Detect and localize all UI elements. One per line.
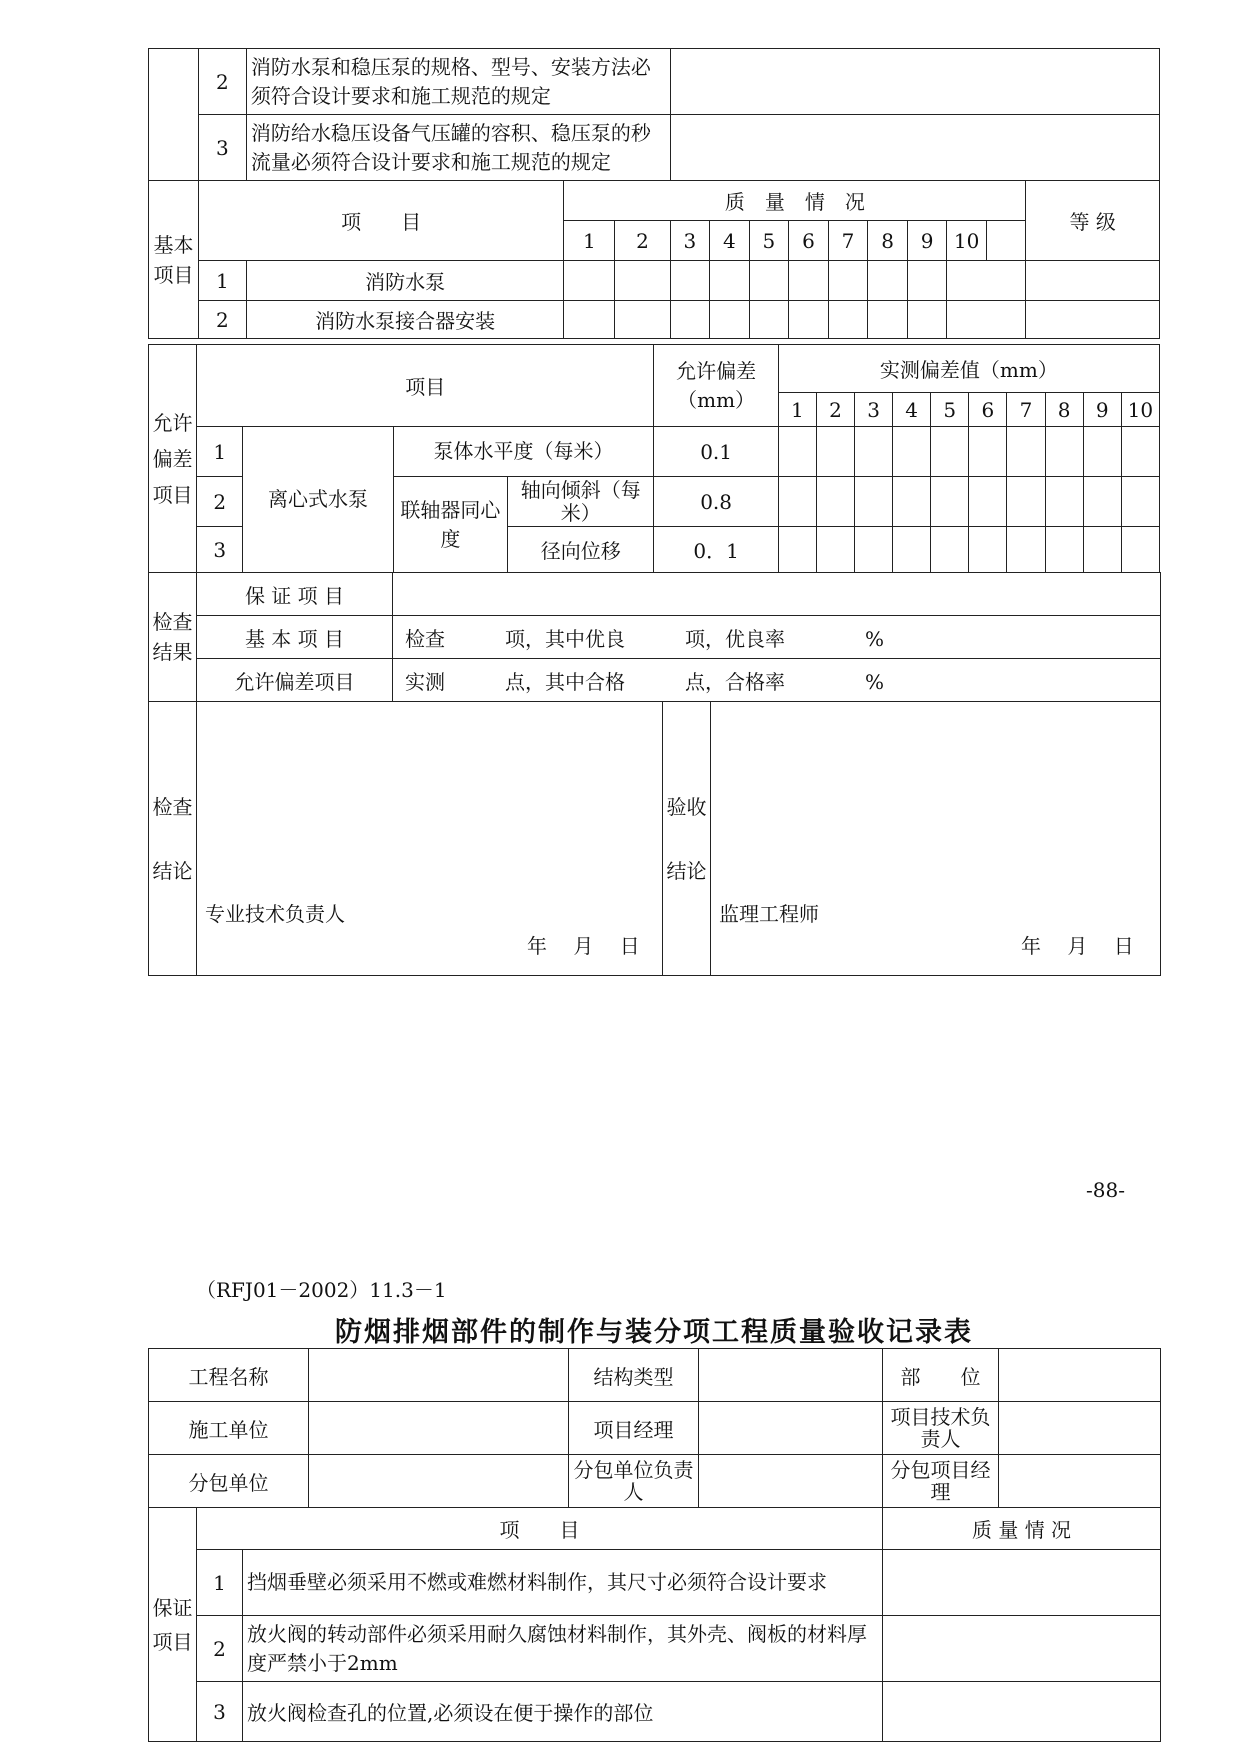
guarantee-quality-header: 质 量 情 况 <box>883 1508 1161 1550</box>
measured-cell[interactable] <box>931 477 969 527</box>
measured-cell[interactable] <box>1007 427 1045 477</box>
check-row-value[interactable] <box>393 573 1161 616</box>
check-row-label: 允许偏差项目 <box>197 659 393 702</box>
tolerance-col-num: 1 <box>778 393 816 427</box>
tolerance-col-num: 6 <box>969 393 1007 427</box>
check-row-label: 基 本 项 目 <box>197 616 393 659</box>
measured-cell[interactable] <box>1007 477 1045 527</box>
basic-grade-cell[interactable] <box>1026 261 1160 301</box>
form-code: （RFJ01－2002）11.3－1 <box>196 1278 447 1302</box>
tolerance-col-num: 3 <box>855 393 893 427</box>
guarantee-item-no: 3 <box>197 1682 243 1742</box>
basic-cell[interactable] <box>615 261 670 301</box>
basic-cell[interactable] <box>615 301 670 339</box>
measured-cell[interactable] <box>1121 477 1159 527</box>
subcontractor-lead-value[interactable] <box>699 1455 883 1508</box>
project-name-value[interactable] <box>309 1349 569 1402</box>
basic-cell[interactable] <box>828 301 868 339</box>
basic-col-num: 5 <box>749 221 789 261</box>
basic-grade-cell[interactable] <box>1026 301 1160 339</box>
measured-cell[interactable] <box>893 527 931 573</box>
tech-lead-value[interactable] <box>999 1402 1161 1455</box>
project-manager-label: 项目经理 <box>569 1402 699 1455</box>
basic-grade-header: 等 级 <box>1026 181 1160 261</box>
measured-cell[interactable] <box>893 477 931 527</box>
location-label: 部 位 <box>883 1349 999 1402</box>
basic-cell[interactable] <box>828 261 868 301</box>
guarantee-item-text: 放火阀的转动部件必须采用耐久腐蚀材料制作，其外壳、阀板的材料厚度严禁小于2mm <box>243 1616 883 1682</box>
basic-cell[interactable] <box>710 301 750 339</box>
subcontractor-lead-label: 分包单位负责人 <box>569 1455 699 1508</box>
supervisor-signer: 监理工程师 <box>719 902 819 926</box>
tolerance-allow-value: 0.1 <box>654 427 778 477</box>
basic-col-num: 4 <box>710 221 750 261</box>
guarantee-item-quality[interactable] <box>883 1616 1161 1682</box>
guarantee-item-no: 2 <box>198 49 246 115</box>
page-number: -88- <box>1086 1178 1125 1202</box>
page-title: 防烟排烟部件的制作与装分项工程质量验收记录表 <box>335 1317 973 1348</box>
check-row-value[interactable]: 检查 项，其中优良 项，优良率 % <box>393 616 1161 659</box>
basic-cell[interactable] <box>670 301 710 339</box>
pump-type-label: 离心式水泵 <box>243 427 393 573</box>
measured-cell[interactable] <box>778 477 816 527</box>
construction-unit-value[interactable] <box>309 1402 569 1455</box>
basic-cell[interactable] <box>868 301 908 339</box>
basic-item-header: 项 目 <box>198 181 563 261</box>
measured-cell[interactable] <box>855 427 893 477</box>
basic-cell[interactable] <box>670 261 710 301</box>
basic-col-num: 10 <box>947 221 987 261</box>
basic-cell[interactable] <box>749 301 789 339</box>
basic-cell[interactable] <box>907 261 947 301</box>
basic-cell[interactable] <box>947 301 1026 339</box>
tech-lead-signer: 专业技术负责人 <box>205 902 345 926</box>
check-result-label: 检查结果 <box>149 573 197 702</box>
tolerance-item-text: 泵体水平度（每米） <box>393 427 654 477</box>
tolerance-col-num: 4 <box>893 393 931 427</box>
tolerance-col-num: 9 <box>1083 393 1121 427</box>
basic-cell[interactable] <box>789 261 829 301</box>
tolerance-col-num: 8 <box>1045 393 1083 427</box>
measured-cell[interactable] <box>778 527 816 573</box>
measured-cell[interactable] <box>1007 527 1045 573</box>
measured-cell[interactable] <box>931 527 969 573</box>
tolerance-item-no: 2 <box>197 477 243 527</box>
check-row-label: 保 证 项 目 <box>197 573 393 616</box>
guarantee-item-no: 3 <box>198 115 246 181</box>
guarantee-item-quality[interactable] <box>670 49 1159 115</box>
tolerance-item-text: 径向位移 <box>508 527 654 573</box>
basic-col-num: 7 <box>828 221 868 261</box>
measured-cell[interactable] <box>1045 427 1083 477</box>
construction-unit-label: 施工单位 <box>149 1402 309 1455</box>
basic-cell[interactable] <box>749 261 789 301</box>
basic-cell[interactable] <box>564 301 615 339</box>
measured-cell[interactable] <box>1121 527 1159 573</box>
structure-type-label: 结构类型 <box>569 1349 699 1402</box>
top-quality-table <box>148 48 1160 339</box>
tolerance-col-num: 10 <box>1121 393 1159 427</box>
basic-item-no: 1 <box>198 261 246 301</box>
smoke-exhaust-record-table <box>148 1348 1161 1742</box>
check-row-value[interactable]: 实测 点，其中合格 点，合格率 % <box>393 659 1161 702</box>
basic-item-no: 2 <box>198 301 246 339</box>
tech-lead-label: 项目技术负责人 <box>883 1402 999 1455</box>
structure-type-value[interactable] <box>699 1349 883 1402</box>
check-conclusion-label: 检查结论 <box>149 702 197 976</box>
basic-cell[interactable] <box>789 301 829 339</box>
guarantee-item-quality[interactable] <box>670 115 1159 181</box>
basic-cell[interactable] <box>907 301 947 339</box>
basic-col-num: 8 <box>868 221 908 261</box>
subcontract-manager-label: 分包项目经 理 <box>883 1455 999 1508</box>
measured-cell[interactable] <box>855 477 893 527</box>
check-result-table <box>148 572 1161 976</box>
tolerance-allow-header: 允许偏差（mm） <box>654 345 778 427</box>
measured-cell[interactable] <box>816 477 854 527</box>
guarantee-item-no: 2 <box>197 1616 243 1682</box>
measured-cell[interactable] <box>1083 477 1121 527</box>
tolerance-col-num: 7 <box>1007 393 1045 427</box>
tolerance-table <box>148 344 1160 573</box>
guarantee-item-quality[interactable] <box>883 1550 1161 1616</box>
tolerance-col-num: 5 <box>931 393 969 427</box>
basic-item-text: 消防水泵 <box>246 261 563 301</box>
basic-col-num: 6 <box>789 221 829 261</box>
basic-section-label: 基本项目 <box>149 181 199 339</box>
tolerance-col-num: 2 <box>816 393 854 427</box>
basic-col-num: 1 <box>564 221 615 261</box>
tolerance-allow-value: 0.8 <box>654 477 778 527</box>
measured-cell[interactable] <box>969 527 1007 573</box>
subcontract-manager-value[interactable] <box>999 1455 1161 1508</box>
project-name-label: 工程名称 <box>149 1349 309 1402</box>
location-value[interactable] <box>999 1349 1161 1402</box>
guarantee-item-quality[interactable] <box>883 1682 1161 1742</box>
tolerance-item-no: 3 <box>197 527 243 573</box>
measured-cell[interactable] <box>1045 477 1083 527</box>
tolerance-allow-value: 0．1 <box>654 527 778 573</box>
measured-cell[interactable] <box>1083 427 1121 477</box>
supervisor-date: 年 月 日 <box>1021 934 1134 958</box>
measured-cell[interactable] <box>816 527 854 573</box>
tolerance-measured-header: 实测偏差值（mm） <box>778 345 1159 393</box>
basic-quality-header: 质 量 情 况 <box>564 181 1026 221</box>
measured-cell[interactable] <box>893 427 931 477</box>
guarantee-item-text: 挡烟垂壁必须采用不燃或难燃材料制作，其尺寸必须符合设计要求 <box>243 1550 883 1616</box>
accept-conclusion-label: 验收结论 <box>663 702 711 976</box>
measured-cell[interactable] <box>1045 527 1083 573</box>
tech-lead-date: 年 月 日 <box>527 934 640 958</box>
measured-cell[interactable] <box>1083 527 1121 573</box>
measured-cell[interactable] <box>855 527 893 573</box>
basic-cell[interactable] <box>947 261 1026 301</box>
measured-cell[interactable] <box>1121 427 1159 477</box>
tolerance-item-no: 1 <box>197 427 243 477</box>
basic-cell[interactable] <box>710 261 750 301</box>
tolerance-item-header: 项目 <box>197 345 654 427</box>
project-manager-value[interactable] <box>699 1402 883 1455</box>
guarantee-item-text: 消防水泵和稳压泵的规格、型号、安装方法必须符合设计要求和施工规范的规定 <box>246 49 670 115</box>
basic-col-num: 3 <box>670 221 710 261</box>
subcontractor-value[interactable] <box>309 1455 569 1508</box>
subcontractor-label: 分包单位 <box>149 1455 309 1508</box>
guarantee-item-header: 项 目 <box>197 1508 883 1550</box>
guarantee-section-cell <box>149 49 199 181</box>
tolerance-section-label: 允许偏差项目 <box>149 345 197 573</box>
measured-cell[interactable] <box>969 477 1007 527</box>
guarantee-item-no: 1 <box>197 1550 243 1616</box>
guarantee-item-text: 放火阀检查孔的位置,必须设在便于操作的部位 <box>243 1682 883 1742</box>
guarantee-section-label: 保证项目 <box>149 1508 197 1742</box>
measured-cell[interactable] <box>816 427 854 477</box>
basic-item-text: 消防水泵接合器安装 <box>246 301 563 339</box>
basic-cell[interactable] <box>868 261 908 301</box>
basic-cell[interactable] <box>564 261 615 301</box>
basic-col-num: 9 <box>907 221 947 261</box>
measured-cell[interactable] <box>931 427 969 477</box>
measured-cell[interactable] <box>778 427 816 477</box>
check-conclusion-cell[interactable] <box>197 702 663 976</box>
coupling-label: 联轴器同心度 <box>393 477 507 573</box>
basic-col-num: 2 <box>615 221 670 261</box>
measured-cell[interactable] <box>969 427 1007 477</box>
accept-conclusion-cell[interactable] <box>711 702 1161 976</box>
guarantee-item-text: 消防给水稳压设备气压罐的容积、稳压泵的秒流量必须符合设计要求和施工规范的规定 <box>246 115 670 181</box>
tolerance-item-text: 轴向倾斜（每米） <box>508 477 654 527</box>
